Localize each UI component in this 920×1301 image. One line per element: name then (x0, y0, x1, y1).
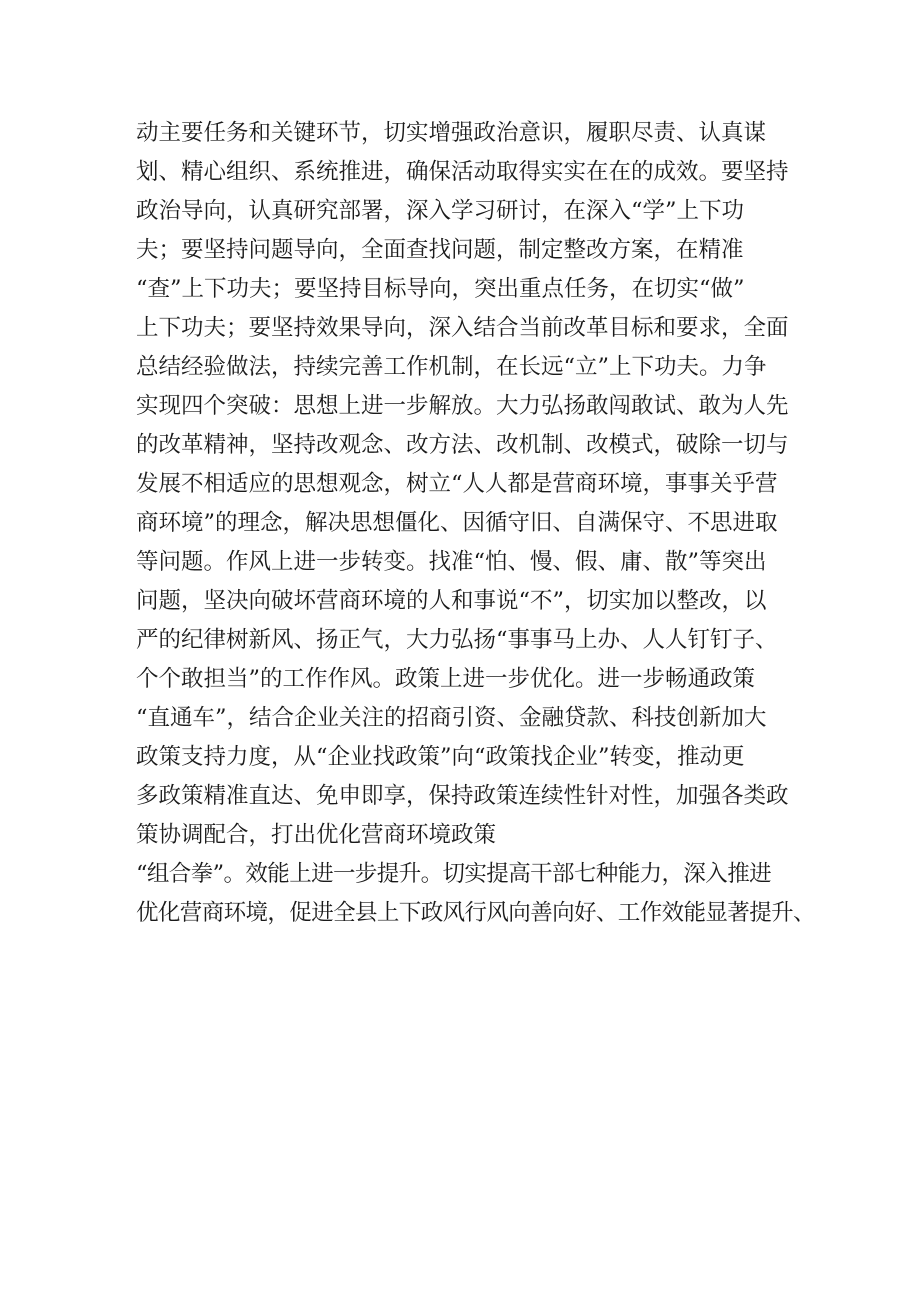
text-line: 发展不相适应的思想观念，树立“人人都是营商环境，事事关乎营 (136, 471, 778, 497)
text-line: 实现四个突破：思想上进一步解放。大力弘扬敢闯敢试、敢为人先 (136, 393, 789, 419)
text-line: 商环境”的理念，解决思想僵化、因循守旧、自满保守、不思进取 (136, 510, 778, 536)
text-line: 上下功夫；要坚持效果导向，深入结合当前改革目标和要求，全面 (136, 315, 789, 341)
text-line: 优化营商环境，促进全县上下政风行风向善向好、工作效能显著提升、 (136, 900, 815, 926)
text-line: 政策支持力度，从“企业找政策”向“政策找企业”转变，推动更 (136, 744, 745, 770)
text-line: 政治导向，认真研究部署，深入学习研讨，在深入“学”上下功 (136, 198, 745, 224)
text-line: 的改革精神，坚持改观念、改方法、改机制、改模式，破除一切与 (136, 432, 789, 458)
body-text (136, 114, 815, 933)
text-line: 动主要任务和关键环节，切实增强政治意识，履职尽责、认真谋 (136, 120, 767, 146)
text-line: “查”上下功夫；要坚持目标导向，突出重点任务，在切实“做” (136, 276, 745, 302)
text-line: 个个敢担当”的工作作风。政策上进一步优化。进一步畅通政策 (136, 666, 756, 692)
text-line: 问题，坚决向破坏营商环境的人和事说“不”，切实加以整改，以 (136, 588, 767, 614)
text-line: 夫；要坚持问题导向，全面查找问题，制定整改方案，在精准 (136, 237, 744, 263)
text-line: 总结经验做法，持续完善工作机制，在长远“立”上下功夫。力争 (136, 354, 767, 380)
text-line: 等问题。作风上进一步转变。找准“怕、慢、假、庸、散”等突出 (136, 549, 767, 575)
text-line: 多政策精准直达、免申即享，保持政策连续性针对性，加强各类政 (136, 783, 789, 809)
text-line: 策协调配合，打出优化营商环境政策 (136, 822, 497, 848)
text-line: 严的纪律树新风、扬正气，大力弘扬“事事马上办、人人钉钉子、 (136, 627, 778, 653)
text-line: “直通车”，结合企业关注的招商引资、金融贷款、科技创新加大 (136, 705, 767, 731)
text-line: 划、精心组织、系统推进，确保活动取得实实在在的成效。要坚持 (136, 159, 789, 185)
text-line: “组合拳”。效能上进一步提升。切实提高干部七种能力，深入推进 (136, 861, 772, 887)
